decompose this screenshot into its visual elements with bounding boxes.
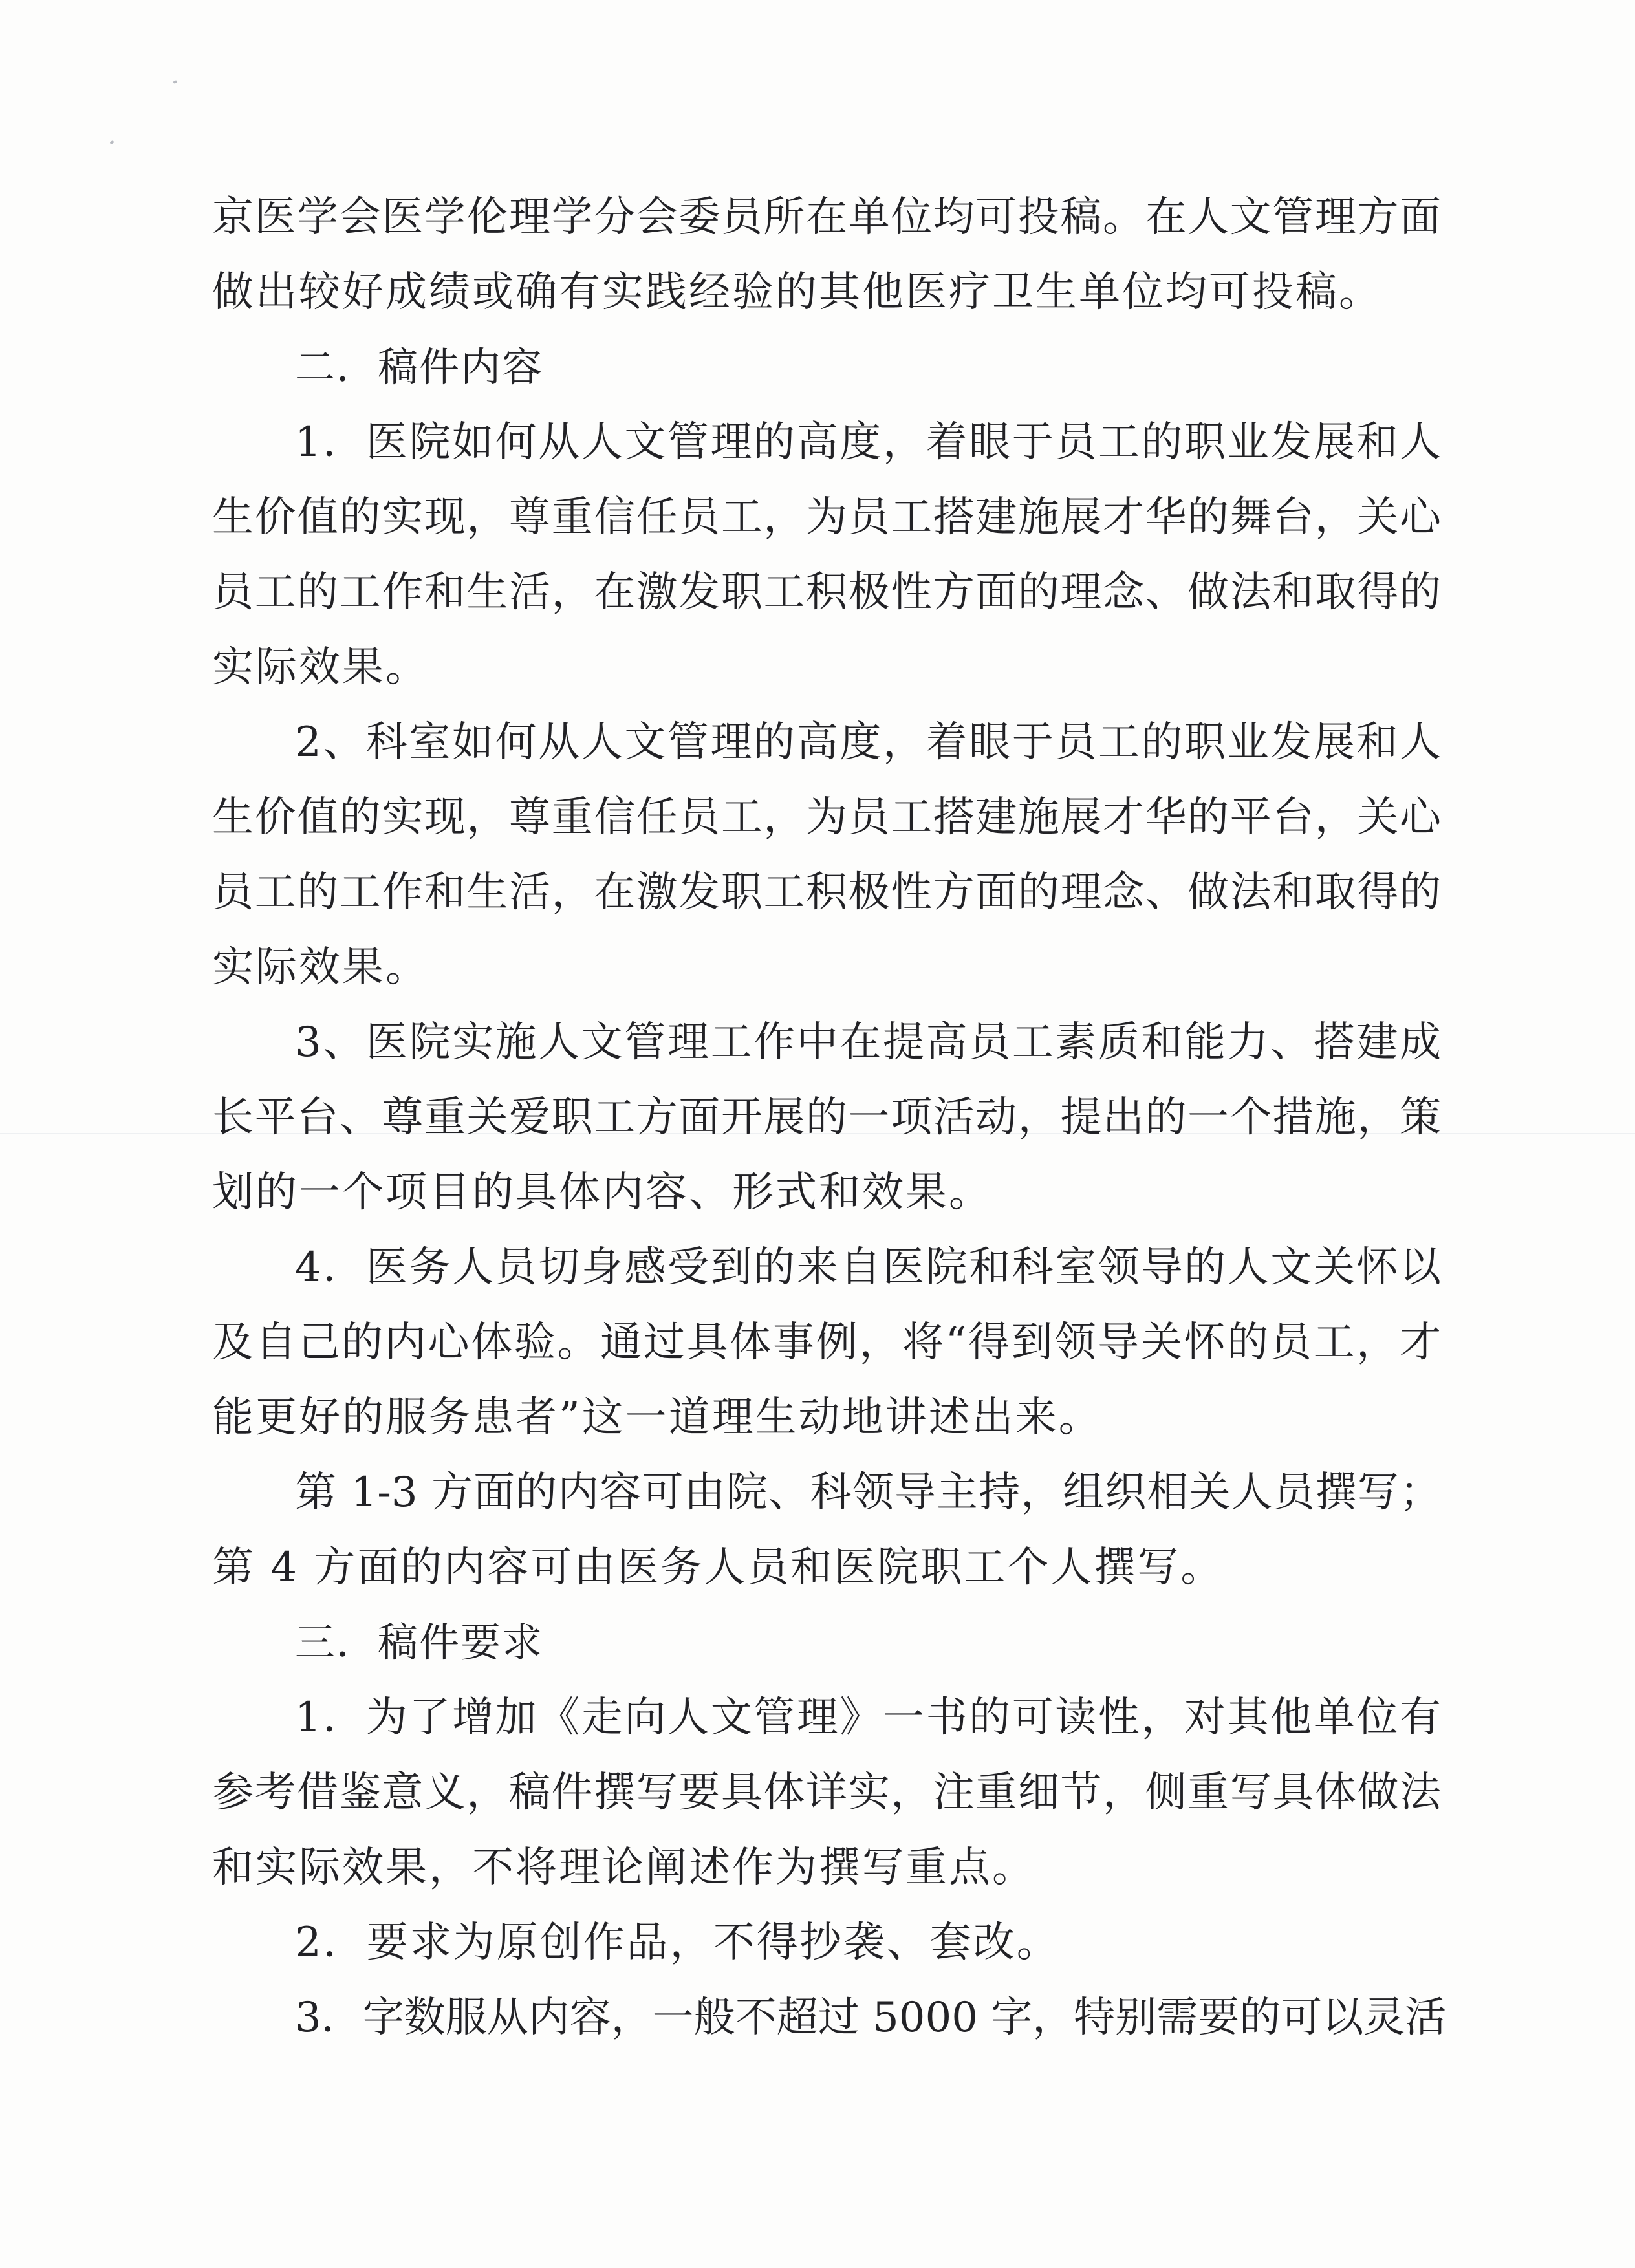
body-line: 生价值的实现，尊重信任员工，为员工搭建施展才华的舞台，关心 — [212, 493, 1441, 541]
body-line: 做出较好成绩或确有实践经验的其他医疗卫生单位均可投稿。 — [212, 268, 1382, 316]
section-heading: 二．稿件内容 — [295, 343, 544, 391]
body-line: 3．字数服从内容，一般不超过 5000 字，特别需要的可以灵活 — [295, 1994, 1447, 2042]
body-line: 实际效果。 — [212, 643, 429, 691]
body-line: 划的一个项目的具体内容、形式和效果。 — [212, 1169, 992, 1216]
body-line: 第 4 方面的内容可由医务人员和医院职工个人撰写。 — [212, 1544, 1224, 1592]
body-line: 2、科室如何从人文管理的高度，着眼于员工的职业发展和人 — [295, 718, 1441, 766]
body-line: 及自己的内心体验。通过具体事例，将“得到领导关怀的员工，才 — [212, 1319, 1441, 1366]
section-heading: 三．稿件要求 — [295, 1619, 544, 1666]
body-line: 3、医院实施人文管理工作中在提高员工素质和能力、搭建成 — [295, 1019, 1441, 1066]
body-line: 长平台、尊重关爱职工方面开展的一项活动，提出的一个措施，策 — [212, 1094, 1441, 1141]
body-line: 员工的工作和生活，在激发职工积极性方面的理念、做法和取得的 — [212, 869, 1441, 916]
body-line: 和实际效果，不将理论阐述作为撰写重点。 — [212, 1844, 1035, 1892]
body-line: 1．为了增加《走向人文管理》一书的可读性，对其他单位有 — [295, 1694, 1441, 1742]
body-line: 2．要求为原创作品，不得抄袭、套改。 — [295, 1919, 1060, 1967]
body-line: 能更好的服务患者”这一道理生动地讲述出来。 — [212, 1394, 1102, 1442]
scan-speck — [109, 140, 114, 144]
body-line: 生价值的实现，尊重信任员工，为员工搭建施展才华的平台，关心 — [212, 794, 1441, 841]
body-line: 4．医务人员切身感受到的来自医院和科室领导的人文关怀以 — [295, 1244, 1441, 1291]
document-body — [212, 180, 1447, 2055]
body-line: 实际效果。 — [212, 944, 429, 991]
body-line: 京医学会医学伦理学分会委员所在单位均可投稿。在人文管理方面 — [212, 193, 1441, 241]
body-line: 员工的工作和生活，在激发职工积极性方面的理念、做法和取得的 — [212, 568, 1441, 616]
scan-speck — [173, 80, 177, 84]
body-line: 1．医院如何从人文管理的高度，着眼于员工的职业发展和人 — [295, 418, 1441, 466]
body-line: 参考借鉴意义，稿件撰写要具体详实，注重细节，侧重写具体做法 — [212, 1769, 1441, 1817]
body-line: 第 1-3 方面的内容可由院、科领导主持，组织相关人员撰写； — [295, 1469, 1441, 1517]
